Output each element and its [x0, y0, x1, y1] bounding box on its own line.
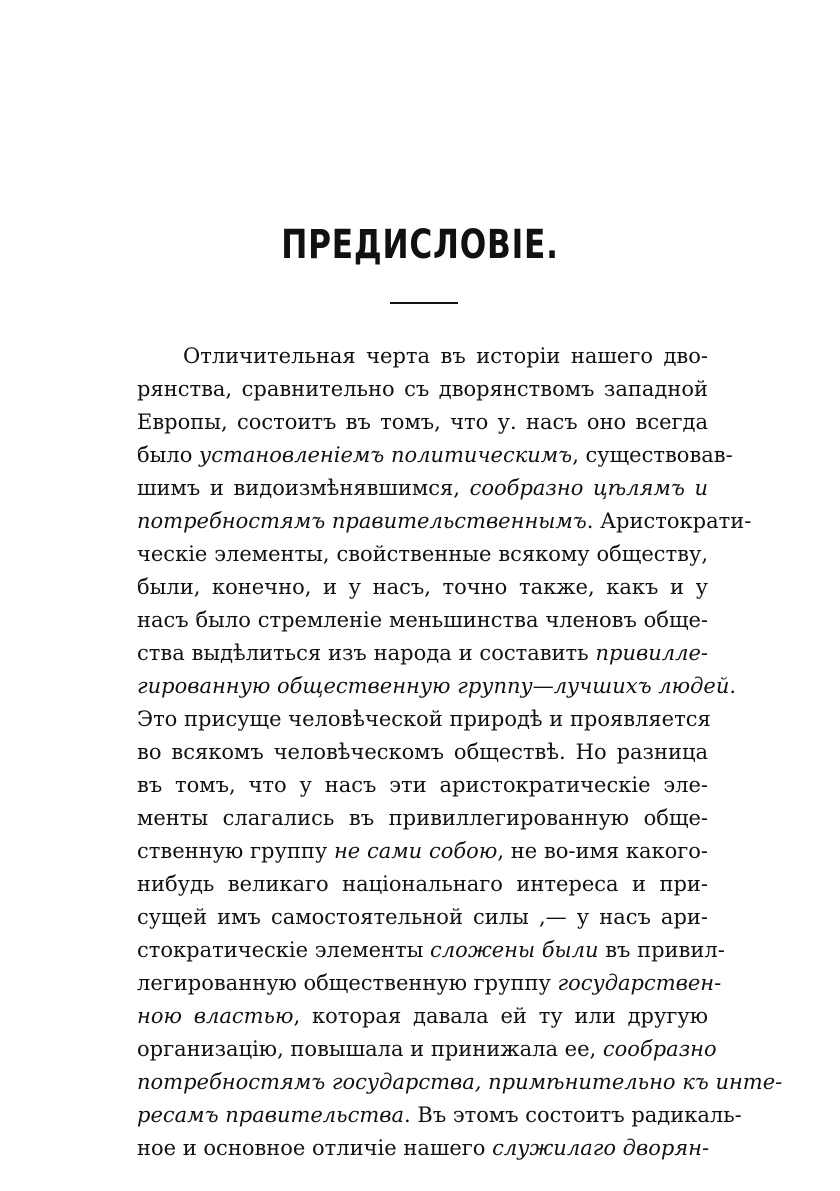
text-line: [137, 934, 725, 967]
text-segment: рянства, сравнительно съ дворянствомъ западной: [137, 377, 708, 401]
text-segment: ческіе элементы, свойственные всякому обществу,: [137, 542, 708, 566]
text-line: [137, 340, 708, 373]
text-segment: въ привил-: [598, 938, 725, 962]
text-line: [137, 769, 708, 802]
italic-text: служилаго дворян-: [492, 1136, 710, 1160]
text-segment: Европы, состоитъ въ томъ, что у. насъ оно всегда: [137, 410, 708, 434]
text-segment: шимъ и видоизмѣнявшимся,: [137, 476, 470, 500]
text-segment: насъ было стремленіе меньшинства членовъ обще-: [137, 608, 708, 632]
text-line: [137, 439, 733, 472]
text-line: [137, 538, 708, 571]
italic-text: потребностямъ государства, примѣнительно къ инте-: [137, 1070, 783, 1094]
italic-text: не сами собою: [333, 839, 498, 863]
preface-paragraph: [137, 340, 783, 1165]
text-line: [137, 505, 752, 538]
text-line: [137, 373, 708, 406]
italic-text: ресамъ правительства: [137, 1103, 405, 1127]
text-line: [137, 1033, 717, 1066]
text-line: [137, 472, 708, 505]
text-line: [137, 1099, 742, 1132]
text-segment: въ томъ, что у насъ эти аристократическіе эле-: [137, 773, 708, 797]
text-segment: Это присуще человѣческой природѣ и проявляется: [137, 707, 711, 731]
text-line: [137, 868, 708, 901]
italic-text: сложены были: [430, 938, 599, 962]
text-line: [137, 703, 711, 736]
italic-text: потребностямъ правительственнымъ: [137, 509, 587, 533]
text-segment: было: [137, 443, 200, 467]
text-segment: , не во-имя какого-: [497, 839, 709, 863]
text-line: [137, 835, 708, 868]
text-segment: . Аристократи-: [586, 509, 752, 533]
text-segment: ное и основное отличіе нашего: [137, 1136, 493, 1160]
text-line: [137, 406, 708, 439]
text-line: [137, 736, 708, 769]
italic-text: привилле-: [595, 641, 708, 665]
text-line: [137, 1000, 708, 1033]
text-segment: ства выдѣлиться изъ народа и составить: [137, 641, 596, 665]
text-segment: , которая давала ей ту или другую: [293, 1004, 708, 1028]
text-line: [137, 670, 737, 703]
italic-text: государствен-: [557, 971, 722, 995]
text-segment: ственную группу: [137, 839, 334, 863]
text-segment: были, конечно, и у насъ, точно также, какъ и у: [137, 575, 708, 599]
text-line: [137, 967, 722, 1000]
italic-text: ною властью: [137, 1004, 294, 1028]
italic-text: установленіемъ политическимъ: [199, 443, 573, 467]
text-line: [137, 571, 708, 604]
text-line: [137, 1132, 708, 1165]
text-segment: стократическіе элементы: [137, 938, 431, 962]
text-line: [137, 802, 708, 835]
text-segment: Отличительная черта въ исторіи нашего дво-: [183, 344, 708, 368]
text-segment: . Въ этомъ состоитъ радикаль-: [404, 1103, 742, 1127]
italic-text: сообразно: [602, 1037, 717, 1061]
page-heading: ПРЕДИСЛОВІЕ.: [281, 222, 559, 268]
italic-text: сообразно цѣлямъ и: [469, 476, 709, 500]
text-segment: нибудь великаго національнаго интереса и при-: [137, 872, 708, 896]
text-segment: , существовав-: [572, 443, 733, 467]
italic-text: гированную общественную группу—лучшихъ людей.: [137, 674, 737, 698]
heading-divider: [390, 302, 458, 304]
text-line: [137, 637, 708, 670]
text-segment: во всякомъ человѣческомъ обществѣ. Но разница: [137, 740, 708, 764]
text-line: [137, 1066, 783, 1099]
text-segment: сущей имъ самостоятельной силы ,— у насъ ари-: [137, 905, 708, 929]
text-line: [137, 604, 708, 637]
text-line: [137, 901, 708, 934]
text-segment: легированную общественную группу: [137, 971, 558, 995]
text-segment: организацію, повышала и принижала ее,: [137, 1037, 603, 1061]
text-segment: менты слагались въ привиллегированную обще-: [137, 806, 708, 830]
